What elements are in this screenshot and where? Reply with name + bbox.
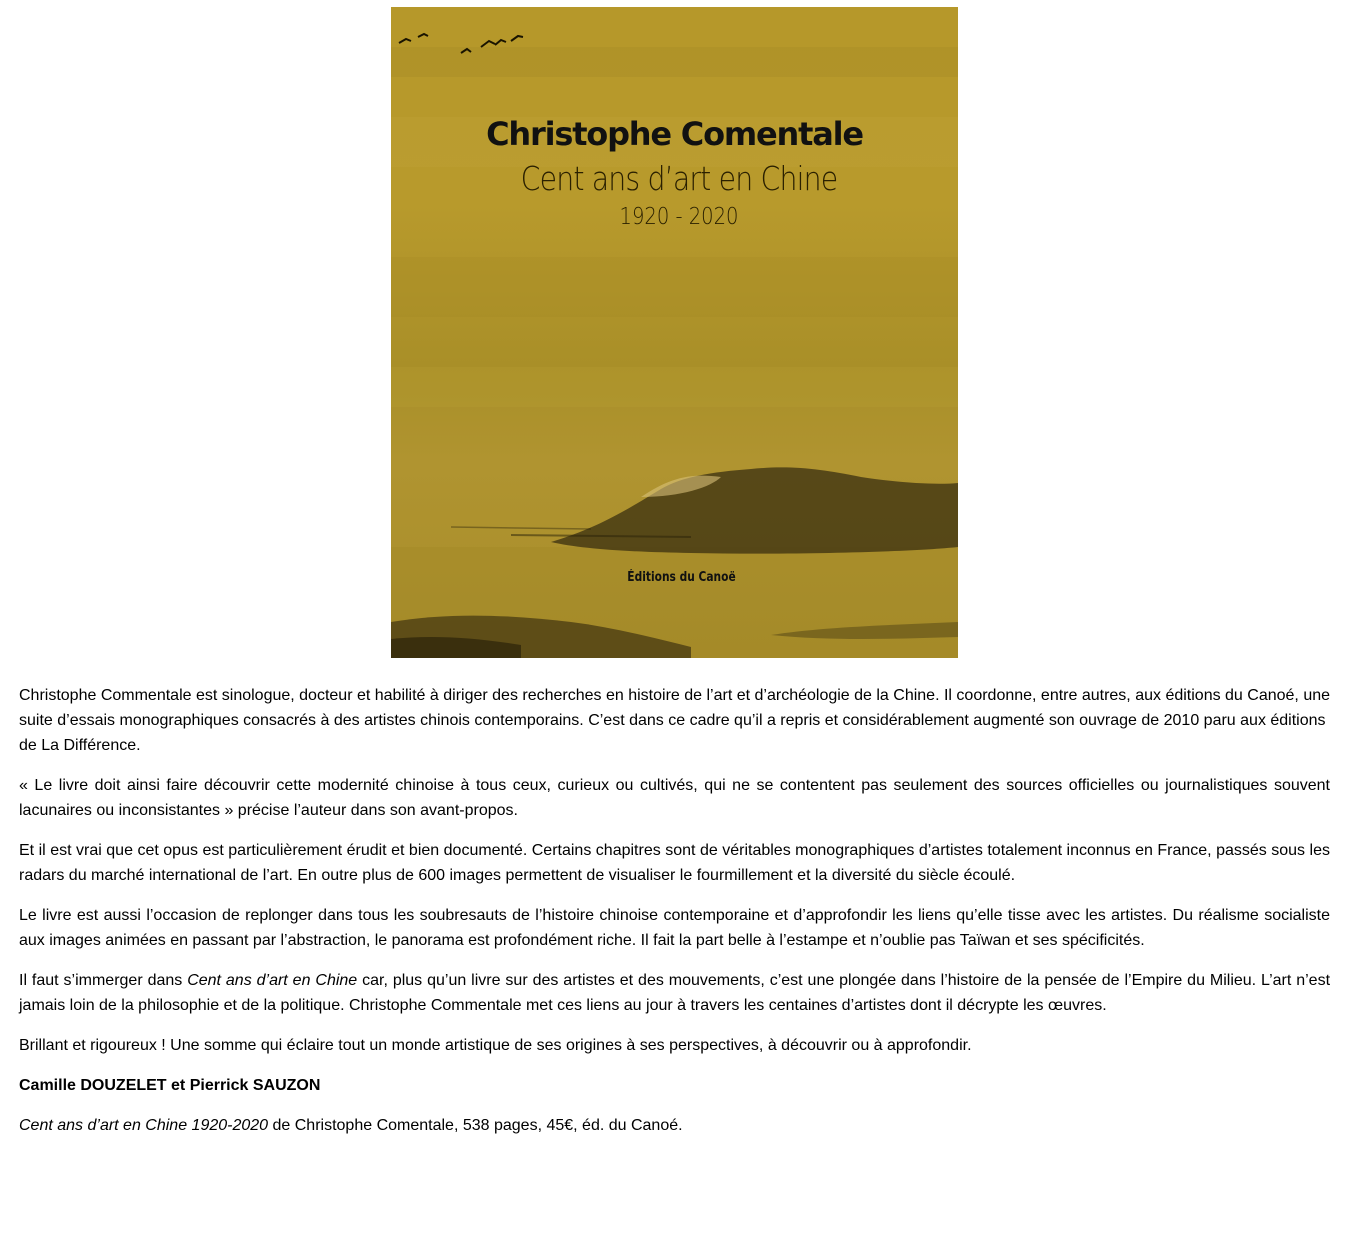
book-reference (19, 1113, 1330, 1138)
paragraph-history: Le livre est aussi l’occasion de replonger dans tous les soubresauts de l’histoire chinoise contemporaine et d’approfondir les liens qu’elle tisse avec les artistes. Du réalisme socialiste aux images animées en passant par l’abstraction, le panorama est profondément riche. Il fait la part belle à l’estampe et n’oublie pas Taïwan et ses spécificités. (19, 907, 1330, 949)
cover-author: Christophe Comentale (486, 115, 863, 153)
book-reference-details: de Christophe Comentale, 538 pages, 45€, éd. du Canoé. (268, 1117, 683, 1134)
island-icon (451, 467, 958, 553)
cover-publisher: Éditions du Canoë (627, 570, 736, 585)
paragraph-immersion (19, 968, 1330, 1018)
book-cover (391, 7, 958, 658)
cover-title: Cent ans d’art en Chine (520, 159, 838, 198)
text-run: Il faut s’immerger dans (19, 972, 188, 989)
paragraph-quote: « Le livre doit ainsi faire découvrir cette modernité chinoise à tous ceux, curieux ou cultivés, qui ne se contentent pas seulement des sources officielles ou journalistiques souvent lacunaires ou inconsistantes » précise l’auteur dans son avant-propos. (19, 777, 1330, 819)
text-run: car, plus qu’un livre sur des artistes et des mouvements, c’est une plongée dans l’histoire de la pensée de l’Empire du Milieu. L’art n’est jamais loin de la philosophie et de la politique. Christophe Commentale met ces liens au jour à travers les centaines d’artistes dont il décrypte les œuvres. (19, 972, 1331, 1014)
paragraph-conclusion: Brillant et rigoureux ! Une somme qui éclaire tout un monde artistique de ses origines à ses perspectives, à découvrir ou à approfondir. (19, 1037, 972, 1054)
book-title-italic: Cent ans d’art en Chine (187, 972, 358, 989)
byline: Camille DOUZELET et Pierrick SAUZON (19, 1077, 321, 1094)
article-body (19, 683, 1330, 1153)
paragraph-intro: Christophe Commentale est sinologue, docteur et habilité à diriger des recherches en histoire de l’art et d’archéologie de la Chine. Il coordonne, entre autres, aux éditions du Canoé, une suite d’essais monographiques consacrés à des artistes chinois contemporains. C’est dans ce cadre qu’il a repris et considérablement augmenté son ouvrage de 2010 paru aux éditions de La Différence. (19, 687, 1331, 754)
book-reference-title: Cent ans d’art en Chine 1920-2020 (19, 1117, 269, 1134)
paragraph-erudition: Et il est vrai que cet opus est particulièrement érudit et bien documenté. Certains chapitres sont de véritables monographiques d’artistes totalement inconnus en France, passés sous les radars du marché international de l’art. En outre plus de 600 images permettent de visualiser le fourmillement et la diversité du siècle écoulé. (19, 842, 1330, 884)
cover-ink-landscape (391, 7, 958, 658)
cover-years: 1920 - 2020 (619, 204, 739, 230)
